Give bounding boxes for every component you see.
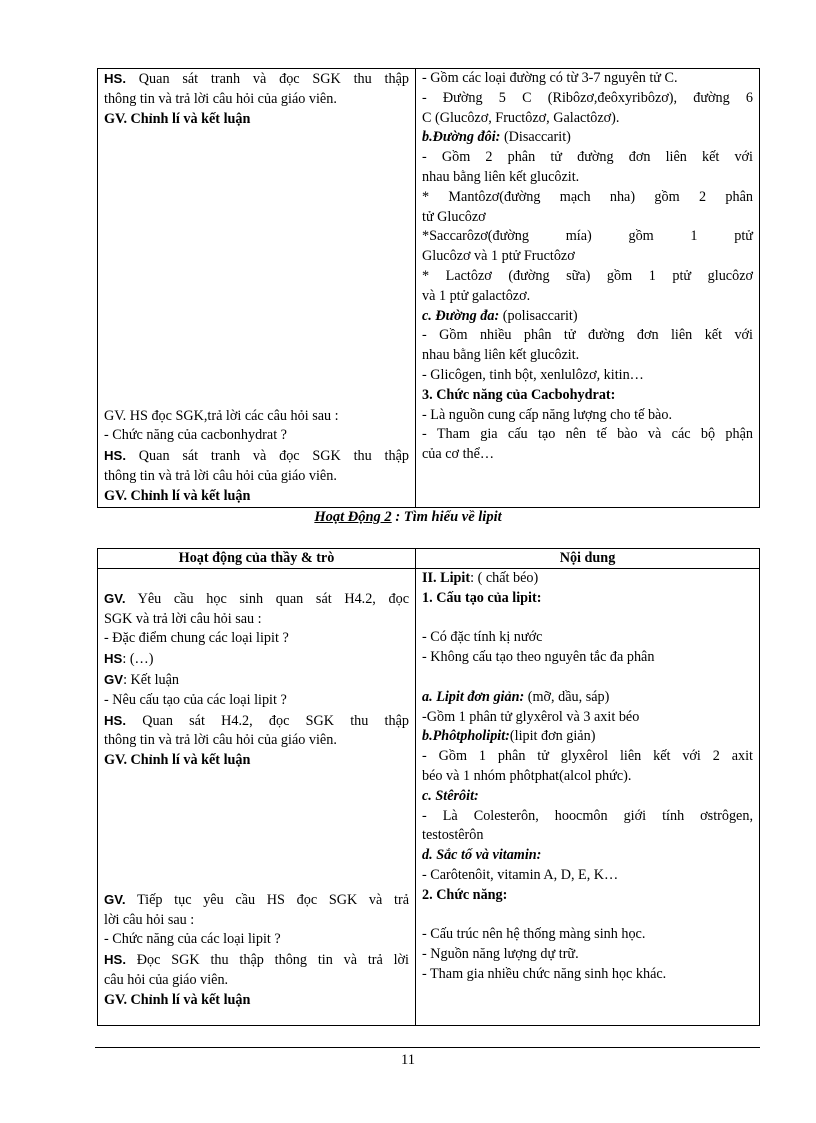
text-line: - Là nguồn cung cấp năng lượng cho tế bào. [422, 406, 672, 423]
plain-text: Yêu cầu học sinh quan sát H4.2, đọc [125, 590, 409, 607]
text-line: * Lactôzơ (đường sữa) gồm 1 ptử glucôzơ [422, 267, 753, 284]
emphasis-text: GV. Chỉnh lí và kết luận [104, 110, 251, 127]
text-line [104, 248, 409, 268]
text-line: - Carôtenôit, vitamin A, D, E, K… [422, 866, 619, 883]
plain-text: : Kết luận [123, 671, 180, 688]
text-line [422, 569, 753, 589]
text-line [104, 487, 409, 507]
content-cell [416, 569, 760, 1026]
text-line: thông tin và trả lời câu hỏi của giáo viên. [104, 90, 337, 107]
text-line: - Glicôgen, tinh bột, xenlulôzơ, kitin… [422, 366, 644, 383]
text-line [422, 386, 753, 406]
text-line [104, 288, 409, 308]
emphasis-text: c. Stêrôit: [422, 787, 479, 804]
emphasis-text: GV. [104, 590, 126, 606]
emphasis-text: HS. [104, 952, 126, 968]
activity-label: Hoạt Động 2 [314, 509, 392, 525]
text-line [422, 688, 753, 708]
teacher-student-activity-cell [98, 69, 416, 508]
text-line: - Chức năng của cacbonhydrat ? [104, 427, 287, 444]
footer-divider [95, 1047, 760, 1048]
text-line: - Đường 5 C (Ribôzơ,đeôxyribôzơ), đường 6 [422, 89, 753, 106]
text-line [104, 446, 409, 467]
text-line [104, 991, 409, 1011]
text-line: - Gồm 2 phân tử đường đơn liên kết với [422, 149, 753, 166]
text-line [104, 327, 409, 347]
text-line: - Tham gia cấu tạo nên tế bào và các bộ phận [422, 426, 753, 443]
text-line [104, 129, 409, 149]
text-line: của cơ thể… [422, 446, 495, 463]
column-header-activity: Hoạt động của thầy & trò [98, 549, 416, 569]
text-line [104, 771, 409, 791]
text-line [104, 268, 409, 288]
emphasis-text: II. Lipit [422, 570, 471, 586]
text-line [422, 787, 753, 807]
plain-text: Đọc SGK thu thập thông tin và trả lời [125, 952, 409, 969]
emphasis-text: 2. Chức năng: [422, 886, 508, 903]
text-line: - Gồm nhiều phân tử đường đơn liên kết với [422, 327, 753, 344]
text-line: câu hỏi của giáo viên. [104, 971, 229, 988]
plain-text: (Disaccarit) [500, 129, 571, 146]
text-line [422, 307, 753, 327]
text-line [422, 128, 753, 148]
text-line [104, 347, 409, 367]
table-row [98, 69, 760, 508]
emphasis-text: a. Lipit đơn giản: [422, 688, 525, 705]
text-line: - Gồm các loại đường có từ 3-7 nguyên tử C. [422, 70, 678, 86]
text-line: GV. HS đọc SGK,trả lời các câu hỏi sau : [104, 407, 339, 424]
emphasis-text: GV. Chỉnh lí và kết luận [104, 487, 251, 504]
section-heading [0, 509, 816, 526]
content-cell [416, 69, 760, 508]
text-line: SGK và trả lời câu hỏi sau : [104, 610, 262, 627]
text-line [422, 886, 753, 906]
text-line [104, 387, 409, 407]
text-line: - Nêu cấu tạo của các loại lipit ? [104, 691, 287, 708]
emphasis-text: HS. [104, 712, 126, 728]
emphasis-text: 1. Cấu tạo của lipit: [422, 589, 542, 606]
text-line [104, 169, 409, 189]
text-line [422, 668, 753, 688]
text-line [104, 711, 409, 732]
text-line [104, 791, 409, 811]
text-line: tử Glucôzơ [422, 208, 486, 225]
text-line: - Đặc điểm chung các loại lipit ? [104, 630, 289, 647]
text-line [104, 149, 409, 169]
text-line [104, 589, 409, 610]
text-line: lời câu hỏi sau : [104, 911, 195, 928]
text-line: thông tin và trả lời câu hỏi của giáo viên. [104, 732, 337, 749]
text-line [422, 906, 753, 926]
text-line [104, 649, 409, 670]
text-line [422, 609, 753, 629]
text-line [104, 870, 409, 890]
emphasis-text: HS. [104, 71, 126, 86]
text-line [104, 228, 409, 248]
plain-text: Quan sát tranh và đọc SGK thu thập [125, 448, 409, 465]
text-line [104, 811, 409, 831]
text-line [104, 209, 409, 229]
text-line: - Là Colesterôn, hoocmôn giới tính ơstrôgen, [422, 807, 753, 824]
emphasis-text: GV. Chỉnh lí và kết luận [104, 752, 251, 769]
text-line [104, 189, 409, 209]
text-line [422, 589, 753, 609]
emphasis-text: GV. [104, 891, 126, 907]
text-line [104, 670, 409, 691]
lesson-table-2 [97, 548, 760, 1026]
teacher-student-activity-cell [98, 569, 416, 1026]
text-line: và 1 ptử galactôzơ. [422, 287, 531, 304]
text-line: - Chức năng của các loại lipit ? [104, 931, 281, 948]
text-line [104, 751, 409, 771]
activity-title: : Tìm hiểu về lipit [391, 509, 502, 525]
text-line [422, 727, 753, 747]
text-line [104, 569, 409, 589]
emphasis-text: 3. Chức năng của Cacbohydrat: [422, 386, 616, 403]
table-header-row [98, 549, 760, 569]
emphasis-text: b.Đường đôi: [422, 129, 501, 146]
plain-text: Quan sát tranh và đọc SGK thu thập [125, 71, 409, 87]
text-line: Glucôzơ và 1 ptử Fructôzơ [422, 248, 575, 265]
plain-text: Quan sát H4.2, đọc SGK thu thập [125, 712, 409, 729]
plain-text: : (…) [122, 651, 154, 668]
text-line: *Saccarôzơ(đường mía) gồm 1 ptử [422, 228, 753, 245]
emphasis-text: GV [104, 671, 124, 687]
text-line [104, 890, 409, 911]
text-line [422, 846, 753, 866]
text-line [104, 950, 409, 971]
text-line [104, 308, 409, 328]
text-line: - Không cấu tạo theo nguyên tắc đa phân [422, 649, 655, 666]
text-line: testostêrôn [422, 827, 484, 844]
emphasis-text: d. Sắc tố và vitamin: [422, 847, 542, 864]
plain-text: : ( chất béo) [470, 570, 539, 586]
emphasis-text: b.Phôtpholipit: [422, 728, 510, 745]
column-header-content: Nội dung [416, 549, 760, 569]
text-line: - Có đặc tính kị nước [422, 629, 543, 646]
page-number: 11 [401, 1052, 415, 1068]
text-line: - Nguồn năng lượng dự trữ. [422, 946, 579, 963]
table-row [98, 569, 760, 1026]
text-line: nhau bằng liên kết glucôzit. [422, 347, 580, 364]
text-line: béo và 1 nhóm phôtphat(alcol phức). [422, 767, 632, 784]
text-line [104, 110, 409, 130]
text-line [104, 69, 409, 90]
plain-text: (mỡ, dầu, sáp) [524, 688, 610, 705]
text-line: * Mantôzơ(đường mạch nha) gồm 2 phân [422, 188, 753, 205]
emphasis-text: c. Đường đa: [422, 307, 500, 324]
plain-text: Tiếp tục yêu cầu HS đọc SGK và trả [125, 891, 409, 908]
text-line: nhau bằng liên kết glucôzit. [422, 168, 580, 185]
text-line: - Cấu trúc nên hệ thống màng sinh học. [422, 926, 646, 943]
emphasis-text: HS [104, 651, 123, 667]
emphasis-text: GV. Chỉnh lí và kết luận [104, 991, 251, 1008]
text-line: thông tin và trả lời câu hỏi của giáo viên. [104, 467, 337, 484]
text-line: -Gồm 1 phân tử glyxêrol và 3 axit béo [422, 708, 640, 725]
text-line: - Gồm 1 phân tử glyxêrol liên kết với 2 axit [422, 748, 753, 765]
text-line: C (Glucôzơ, Fructôzơ, Galactôzơ). [422, 109, 620, 126]
emphasis-text: HS. [104, 448, 126, 464]
plain-text: (polisaccarit) [499, 307, 578, 324]
text-line [104, 367, 409, 387]
text-line [104, 850, 409, 870]
text-line [104, 830, 409, 850]
plain-text: (lipit đơn giản) [509, 728, 596, 745]
lesson-table-1 [97, 68, 760, 508]
text-line: - Tham gia nhiều chức năng sinh học khác. [422, 965, 667, 982]
